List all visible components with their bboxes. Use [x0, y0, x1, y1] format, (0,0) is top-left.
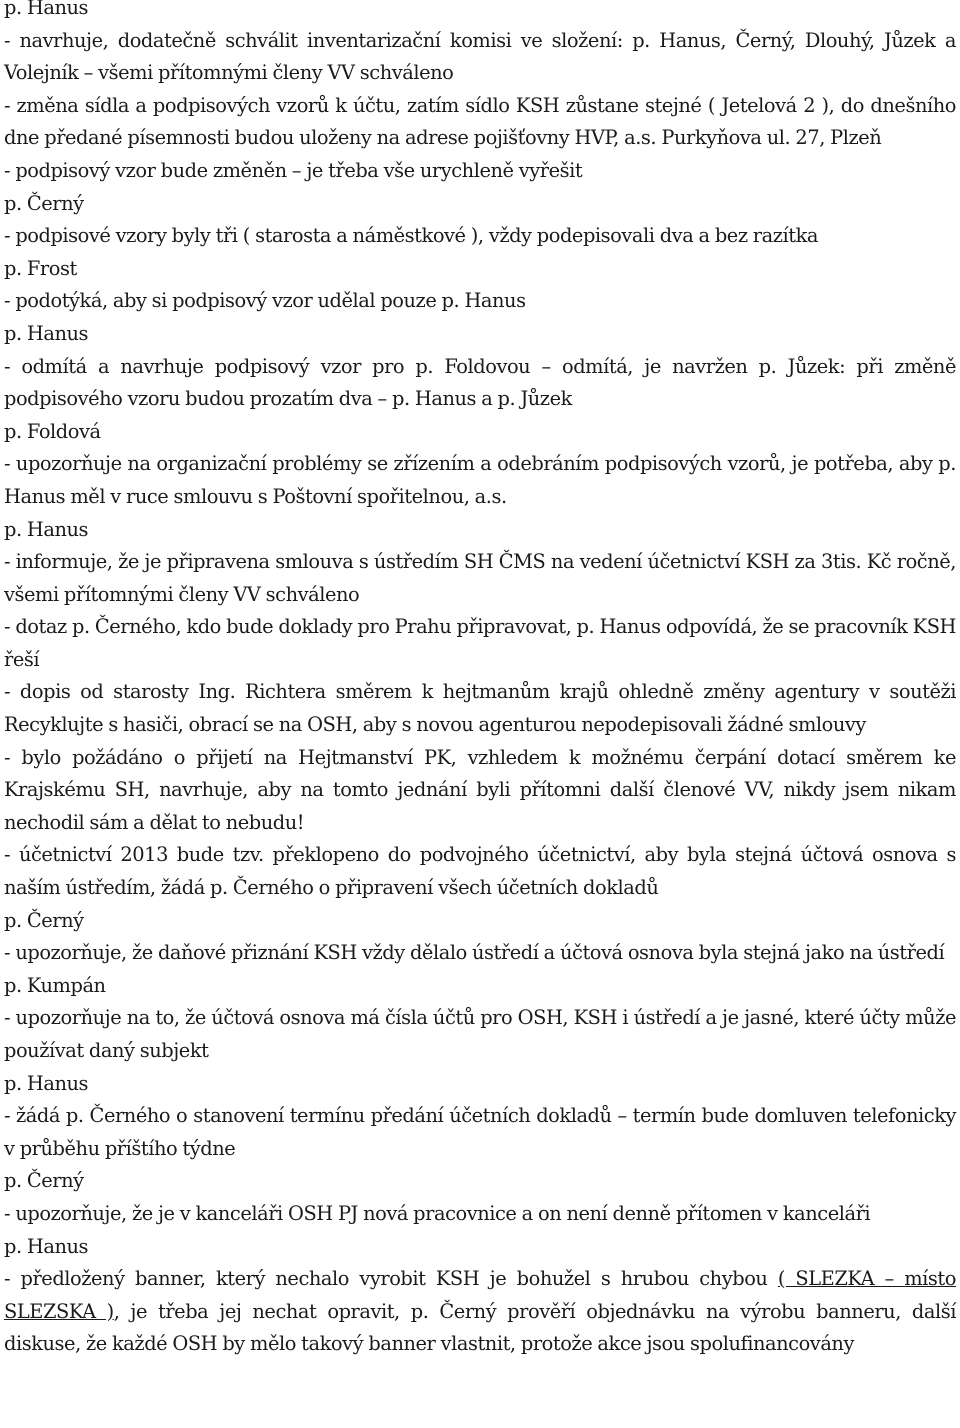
speaker-name: p. Černý	[4, 908, 84, 932]
speaker-name: p. Frost	[4, 256, 77, 280]
minutes-paragraphs	[4, 0, 956, 1263]
speaker-name: p. Hanus	[4, 0, 89, 19]
meeting-minutes-document	[4, 0, 956, 1361]
speaker-name: p. Hanus	[4, 321, 89, 345]
speaker-name: p. Černý	[4, 1169, 84, 1193]
minutes-item: - upozorňuje na to, že účtová osnova má čísla účtů pro OSH, KSH i ústředí a je jasné, které účty může používat daný subjekt	[4, 1006, 956, 1062]
minutes-item: - podotýká, aby si podpisový vzor udělal pouze p. Hanus	[4, 289, 526, 313]
minutes-item: - upozorňuje, že daňové přiznání KSH vždy dělalo ústředí a účtová osnova byla stejná jako na ústředí	[4, 941, 945, 965]
minutes-item: - dopis od starosty Ing. Richtera směrem k hejtmanům krajů ohledně změny agentury v soutěži Recyklujte s hasiči, obrací se na OSH, aby s novou agenturou nepodepisovali žádné smlouvy	[4, 680, 956, 737]
minutes-item: - informuje, že je připravena smlouva s ústředím SH ČMS na vedení účetnictví KSH za 3tis. Kč ročně, všemi přítomnými členy VV schváleno	[4, 550, 956, 606]
banner-item-tail: , je třeba jej nechat opravit, p. Černý prověří objednávku na výrobu banneru, další diskuse, že každé OSH by mělo takový banner vlastnit, protože akce jsou spolufinancovány	[4, 1299, 956, 1356]
minutes-item: - účetnictví 2013 bude tzv. překlopeno do podvojného účetnictví, aby byla stejná účtová osnova s naším ústředím, žádá p. Černého o připravení všech účetních dokladů	[4, 843, 956, 900]
minutes-item: - podpisový vzor bude změněn – je třeba vše urychleně vyřešit	[4, 158, 583, 182]
minutes-item: - dotaz p. Černého, kdo bude doklady pro Prahu připravovat, p. Hanus odpovídá, že se pracovník KSH řeší	[4, 615, 956, 671]
minutes-item: - upozorňuje na organizační problémy se zřízením a odebráním podpisových vzorů, je potřeba, aby p. Hanus měl v ruce smlouvu s Poštovní spořitelnou, a.s.	[4, 452, 956, 508]
speaker-name: p. Hanus	[4, 1071, 89, 1095]
speaker-name: p. Hanus	[4, 1234, 89, 1258]
minutes-item: - navrhuje, dodatečně schválit inventarizační komisi ve složení: p. Hanus, Černý, Dlouhý, Jůzek a Volejník – všemi přítomnými členy VV schváleno	[4, 28, 956, 85]
minutes-item: - upozorňuje, že je v kanceláři OSH PJ nová pracovnice a on není denně přítomen v kanceláři	[4, 1201, 871, 1225]
minutes-item: - žádá p. Černého o stanovení termínu předání účetních dokladů – termín bude domluven telefonicky v průběhu příštího týdne	[4, 1104, 956, 1160]
minutes-item: - bylo požádáno o přijetí na Hejtmanství PK, vzhledem k možnému čerpání dotací směrem ke Krajskému SH, navrhuje, aby na tomto jednání byli přítomni další členové VV, nikdy jsem nikam nechodil sám a dělat to nebudu!	[4, 745, 956, 834]
minutes-item: - podpisové vzory byly tři ( starosta a náměstkové ), vždy podepisovali dva a bez razítka	[4, 224, 819, 248]
banner-item-underlined: ( SLEZKA – místo SLEZSKA )	[4, 1267, 956, 1323]
speaker-name: p. Černý	[4, 191, 84, 215]
banner-item-lead: - předložený banner, který nechalo vyrobit KSH je bohužel s hrubou chybou	[4, 1267, 778, 1291]
minutes-item: - odmítá a navrhuje podpisový vzor pro p. Foldovou – odmítá, je navržen p. Jůzek: při změně podpisového vzoru budou prozatím dva – p. Hanus a p. Jůzek	[4, 354, 956, 411]
banner-item	[4, 1263, 956, 1361]
speaker-name: p. Hanus	[4, 517, 89, 541]
speaker-name: p. Kumpán	[4, 973, 106, 997]
speaker-name: p. Foldová	[4, 419, 101, 443]
minutes-item: - změna sídla a podpisových vzorů k účtu, zatím sídlo KSH zůstane stejné ( Jetelová 2 ), do dnešního dne předané písemnosti budou uloženy na adrese pojišťovny HVP, a.s. Purkyňova ul. 27, Plzeň	[4, 93, 956, 150]
